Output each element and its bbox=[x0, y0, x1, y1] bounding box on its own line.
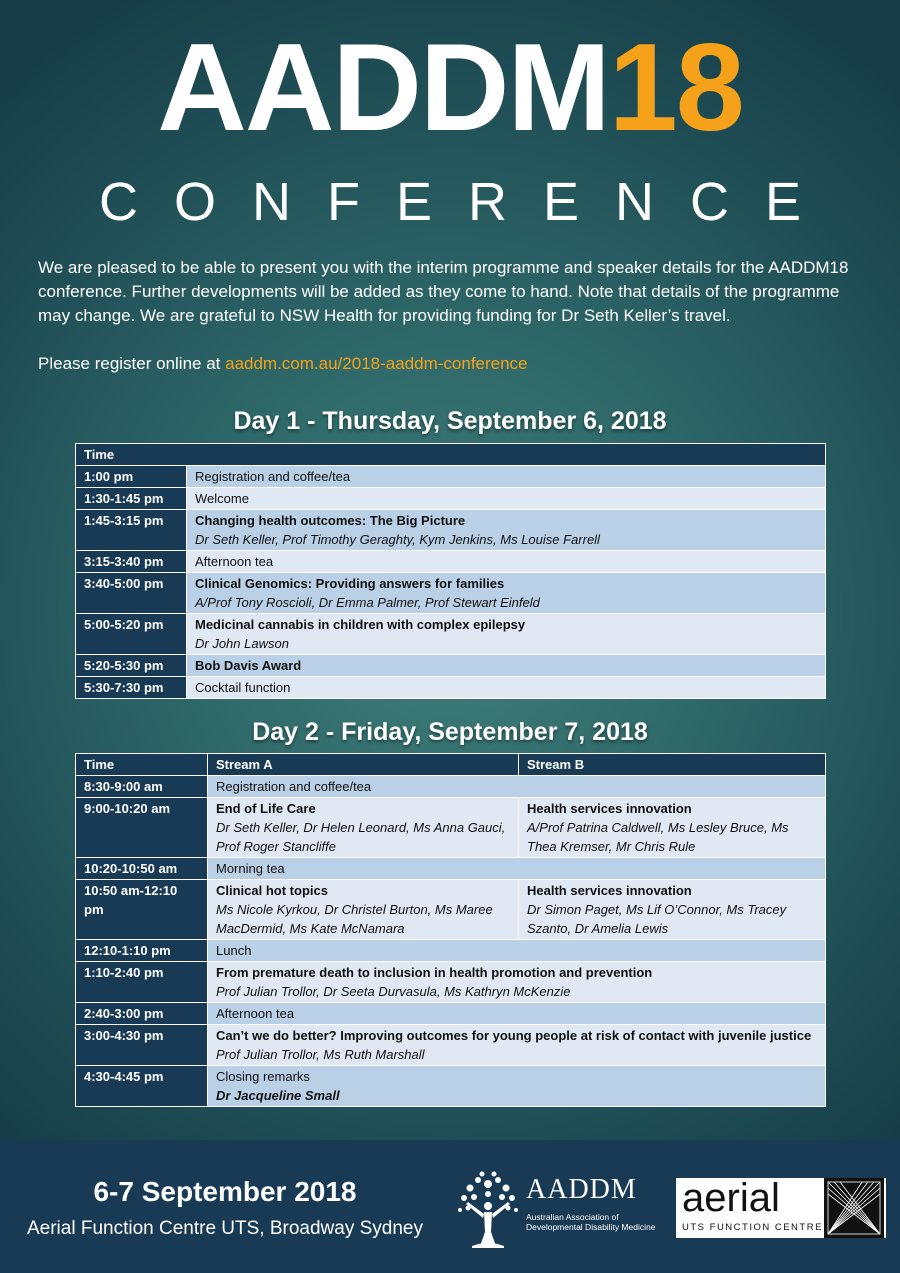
conference-title bbox=[0, 18, 900, 158]
row-time: 3:40-5:00 pm bbox=[76, 573, 187, 614]
session-title: Registration and coffee/tea bbox=[208, 776, 826, 798]
event-venue: Aerial Function Centre UTS, Broadway Sydney bbox=[26, 1218, 423, 1239]
session-cell bbox=[187, 551, 826, 573]
aerial-lines-icon bbox=[824, 1178, 884, 1238]
session-title: Changing health outcomes: The Big Picture bbox=[195, 513, 466, 528]
session-cell bbox=[187, 677, 826, 699]
session-title: Bob Davis Award bbox=[195, 658, 302, 673]
day2-header-row bbox=[76, 754, 826, 776]
stream-a-cell bbox=[208, 798, 519, 858]
session-cell bbox=[187, 488, 826, 510]
stream-a-cell bbox=[208, 880, 519, 940]
register-prefix: Please register online at bbox=[38, 354, 226, 373]
session-title: Lunch bbox=[208, 940, 826, 962]
register-link[interactable]: aaddm.com.au/2018-aaddm-conference bbox=[225, 354, 528, 373]
aerial-logo-sub: UTS FUNCTION CENTRE bbox=[682, 1222, 823, 1233]
intro-paragraph: We are pleased to be able to present you with the interim programme and speaker details for the AADDM18 conference. Further developments will be added as they come to hand. Note that details of the programme may change. We are grateful to NSW Health for providing funding for Dr Seth Keller’s travel. bbox=[38, 258, 849, 325]
table-row bbox=[76, 677, 826, 699]
row-time: 12:10-1:10 pm bbox=[76, 940, 208, 962]
day2-heading: Day 2 - Friday, September 7, 2018 bbox=[252, 718, 648, 746]
table-row bbox=[76, 798, 826, 858]
day2-schedule-table bbox=[75, 753, 826, 1107]
session-speakers: Dr Jacqueline Small bbox=[216, 1088, 340, 1103]
session-cell bbox=[208, 1025, 826, 1066]
row-time: 8:30-9:00 am bbox=[76, 776, 208, 798]
session-title: Welcome bbox=[195, 491, 249, 506]
session-title: Medicinal cannabis in children with complex epilepsy bbox=[195, 617, 526, 632]
session-title: Afternoon tea bbox=[195, 554, 274, 569]
row-time: 1:45-3:15 pm bbox=[76, 510, 187, 551]
table-row bbox=[76, 962, 826, 1003]
table-row bbox=[76, 880, 826, 940]
day2-col-stream-b: Stream B bbox=[519, 754, 826, 776]
aaddm-logo bbox=[454, 1170, 664, 1250]
session-cell bbox=[187, 573, 826, 614]
session-speakers: Dr Seth Keller, Prof Timothy Geraghty, Kym Jenkins, Ms Louise Farrell bbox=[195, 532, 600, 547]
row-time: 1:30-1:45 pm bbox=[76, 488, 187, 510]
session-cell bbox=[208, 1066, 826, 1107]
table-row bbox=[76, 488, 826, 510]
day2-col-stream-a: Stream A bbox=[208, 754, 519, 776]
session-title: Registration and coffee/tea bbox=[195, 469, 351, 484]
session-cell bbox=[187, 466, 826, 488]
row-time: 1:10-2:40 pm bbox=[76, 962, 208, 1003]
title-year: 18 bbox=[608, 19, 743, 157]
table-row bbox=[76, 466, 826, 488]
table-row bbox=[76, 614, 826, 655]
row-time: 3:15-3:40 pm bbox=[76, 551, 187, 573]
row-time: 4:30-4:45 pm bbox=[76, 1066, 208, 1107]
table-row bbox=[76, 655, 826, 677]
tree-person-icon bbox=[454, 1170, 522, 1250]
session-speakers: Prof Julian Trollor, Ms Ruth Marshall bbox=[216, 1047, 425, 1062]
session-title: Morning tea bbox=[208, 858, 826, 880]
table-row bbox=[76, 1003, 826, 1025]
table-row bbox=[76, 776, 826, 798]
row-time: 5:30-7:30 pm bbox=[76, 677, 187, 699]
row-time: 9:00-10:20 am bbox=[76, 798, 208, 858]
session-title: Health services innovation bbox=[527, 883, 692, 898]
day1-schedule-table bbox=[75, 443, 826, 699]
table-row bbox=[76, 573, 826, 614]
session-title: End of Life Care bbox=[216, 801, 316, 816]
session-cell bbox=[187, 655, 826, 677]
day2-col-time: Time bbox=[76, 754, 208, 776]
conference-subtitle: CONFERENCE bbox=[98, 172, 838, 232]
row-time: 2:40-3:00 pm bbox=[76, 1003, 208, 1025]
table-row bbox=[76, 551, 826, 573]
session-speakers: Prof Julian Trollor, Dr Seeta Durvasula, Ms Kathryn McKenzie bbox=[216, 984, 571, 999]
table-row bbox=[76, 858, 826, 880]
row-time: 3:00-4:30 pm bbox=[76, 1025, 208, 1066]
session-speakers: Dr Simon Paget, Ms Lif O’Connor, Ms Tracey Szanto, Dr Amelia Lewis bbox=[527, 902, 787, 936]
register-line bbox=[38, 352, 868, 376]
row-time: 10:20-10:50 am bbox=[76, 858, 208, 880]
row-time: 1:00 pm bbox=[76, 466, 187, 488]
session-title: Clinical Genomics: Providing answers for families bbox=[195, 576, 505, 591]
table-row bbox=[76, 1066, 826, 1107]
session-speakers: Dr John Lawson bbox=[195, 636, 289, 651]
session-title: Can’t we do better? Improving outcomes for young people at risk of contact with juvenile justice bbox=[216, 1028, 812, 1043]
aaddm-logo-text: AADDM bbox=[526, 1174, 637, 1205]
day1-col-time: Time bbox=[76, 444, 826, 466]
table-row bbox=[76, 510, 826, 551]
session-cell bbox=[187, 510, 826, 551]
row-time: 5:00-5:20 pm bbox=[76, 614, 187, 655]
session-title: Health services innovation bbox=[527, 801, 692, 816]
session-title: From premature death to inclusion in health promotion and prevention bbox=[216, 965, 653, 980]
footer-bar bbox=[0, 1140, 900, 1273]
session-speakers: Dr Seth Keller, Dr Helen Leonard, Ms Anna Gauci, Prof Roger Stancliffe bbox=[216, 820, 506, 854]
session-title: Cocktail function bbox=[195, 680, 291, 695]
row-time: 10:50 am-12:10 pm bbox=[76, 880, 208, 940]
session-title: Clinical hot topics bbox=[216, 883, 328, 898]
aaddm-logo-desc: Australian Association of Developmental Disability Medicine bbox=[526, 1212, 656, 1232]
stream-b-cell bbox=[519, 798, 826, 858]
session-speakers: Ms Nicole Kyrkou, Dr Christel Burton, Ms Maree MacDermid, Ms Kate McNamara bbox=[216, 902, 493, 936]
row-time: 5:20-5:30 pm bbox=[76, 655, 187, 677]
session-speakers: A/Prof Patrina Caldwell, Ms Lesley Bruce, Ms Thea Kremser, Mr Chris Rule bbox=[527, 820, 789, 854]
day1-header-row bbox=[76, 444, 826, 466]
table-row bbox=[76, 1025, 826, 1066]
day1-heading: Day 1 - Thursday, September 6, 2018 bbox=[233, 407, 667, 435]
stream-b-cell bbox=[519, 880, 826, 940]
session-title: Closing remarks bbox=[216, 1069, 310, 1084]
aerial-logo bbox=[676, 1178, 886, 1238]
table-row bbox=[76, 940, 826, 962]
aerial-logo-text: aerial bbox=[682, 1176, 780, 1220]
session-title: Afternoon tea bbox=[208, 1003, 826, 1025]
session-cell bbox=[208, 962, 826, 1003]
session-cell bbox=[187, 614, 826, 655]
session-speakers: A/Prof Tony Roscioli, Dr Emma Palmer, Prof Stewart Einfeld bbox=[195, 595, 540, 610]
event-dates: 6-7 September 2018 bbox=[93, 1176, 357, 1207]
title-main: AADDM bbox=[157, 19, 609, 157]
